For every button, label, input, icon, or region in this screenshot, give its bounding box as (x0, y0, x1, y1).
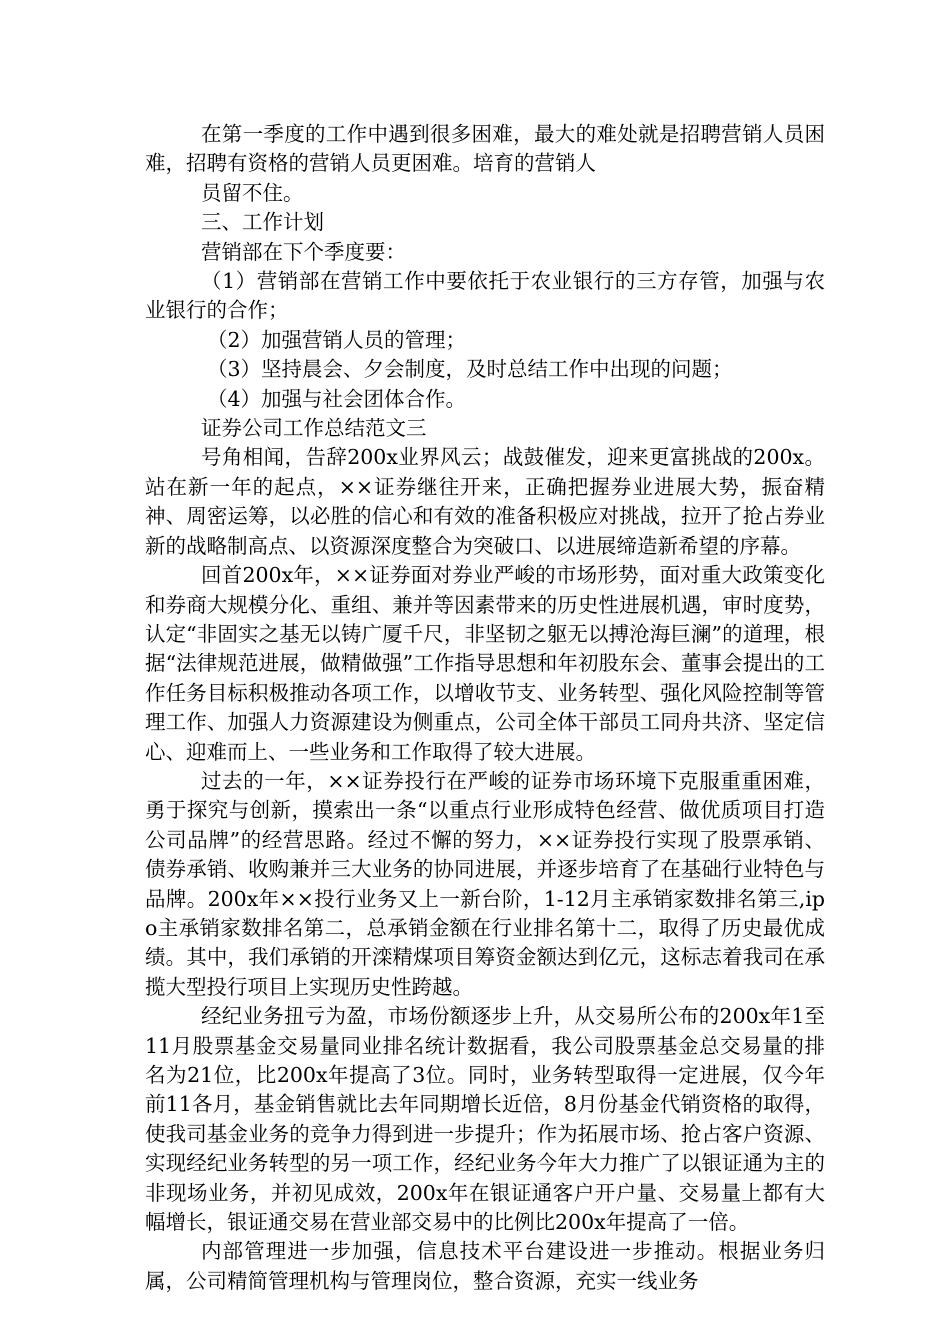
paragraph-difficulties-tail: 员留不住。 (201, 180, 304, 205)
document-page (145, 120, 825, 1296)
paragraph-difficulties: 在第一季度的工作中遇到很多困难，最大的难处就是招聘营销人员困难，招聘有资格的营销人员更困难。培育的营销人 (145, 122, 825, 176)
paragraph-next-quarter: 营销部在下个季度要： (201, 239, 406, 264)
list-item-1: （1）营销部在营销工作中要依托于农业银行的三方存管，加强与农业银行的合作； (145, 269, 825, 323)
paragraph-new-year: 号角相闻，告辞200x业界风云；战鼓催发，迎来更富挑战的200x。站在新一年的起点，××证券继往开来，正确把握券业进展大势，振奋精神、周密运筹，以必胜的信心和有效的准备积极应对挑战，拉开了抢占券业新的战略制高点、以资源深度整合为突破口、以进展缔造新希望的序幕。 (145, 445, 825, 558)
list-item-4: （4）加强与社会团体合作。 (207, 386, 467, 411)
paragraph-brokerage: 经纪业务扭亏为盈，市场份额逐步上升，从交易所公布的200x年1至11月股票基金交易量同业排名统计数据看，我公司股票基金总交易量的排名为21位，比200x年提高了3位。同时，业务转型取得一定进展，仅今年前11各月，基金销售就比去年同期增长近倍，8月份基金代销资格的取得，使我司基金业务的竞争力得到进一步提升；作为拓展市场、抢占客户资源、实现经纪业务转型的另一项工作，经纪业务今年大力推广了以银证通为主的非现场业务，并初见成效，200x年在银证通客户开户量、交易量上都有大幅增长，银证通交易在营业部交易中的比例比200x年提高了一倍。 (145, 1004, 825, 1235)
paragraph-review: 回首200x年，××证券面对券业严峻的市场形势，面对重大政策变化和券商大规模分化、重组、兼并等因素带来的历史性进展机遇，审时度势，认定“非固实之基无以铸广厦千尺，非坚韧之躯无以搏沧海巨澜”的道理，根据“法律规范进展，做精做强”工作指导思想和年初股东会、董事会提出的工作任务目标积极推动各项工作，以增收节支、业务转型、强化风险控制等管理工作、加强人力资源建设为侧重点，公司全体干部员工同舟共济、坚定信心、迎难而上、一些业务和工作取得了较大进展。 (145, 563, 825, 764)
list-item-2: （2）加强营销人员的管理； (207, 327, 467, 352)
list-item-3: （3）坚持晨会、夕会制度，及时总结工作中出现的问题； (207, 357, 733, 382)
paragraph-investment-banking: 过去的一年，××证券投行在严峻的证券市场环境下克服重重困难，勇于探究与创新，摸索出一条“以重点行业形成特色经营、做优质项目打造公司品牌”的经营思路。经过不懈的努力，××证券投行实现了股票承销、债券承销、收购兼并三大业务的协同进展，并逐步培育了在基础行业特色与品牌。200x年××投行业务又上一新台阶，1-12月主承销家数排名第三,ipo主承销家数排名第二，总承销金额在行业排名第十二，取得了历史最优成绩。其中，我们承销的开滦精煤项目筹资金额达到亿元，这标志着我司在承揽大型投行项目上实现历史性跨越。 (145, 768, 825, 999)
section-heading-sample-three: 证券公司工作总结范文三 (201, 416, 427, 441)
section-heading-work-plan: 三、工作计划 (201, 210, 324, 235)
paragraph-internal-management: 内部管理进一步加强，信息技术平台建设进一步推动。根据业务归属，公司精简管理机构与管理岗位，整合资源，充实一线业务 (145, 1239, 825, 1293)
